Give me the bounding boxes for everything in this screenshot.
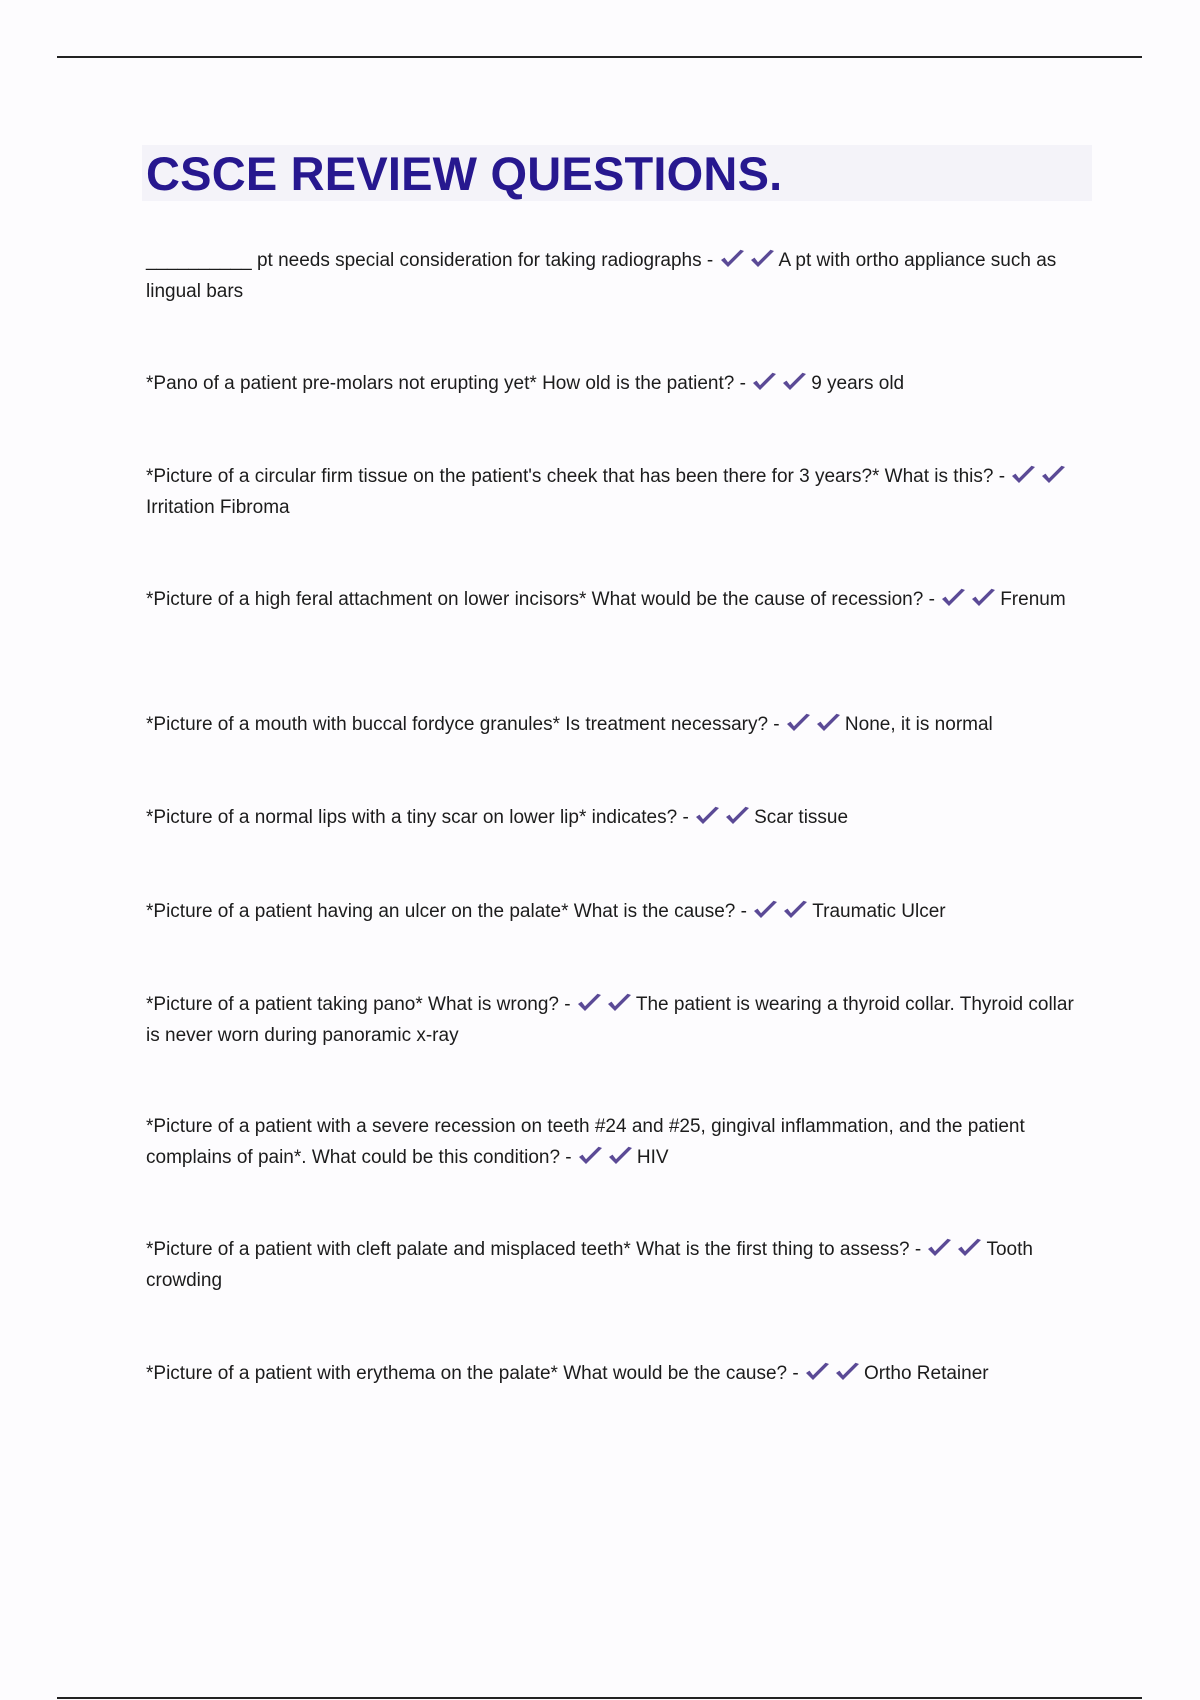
- question-text: *Pano of a patient pre-molars not erupting yet* How old is the patient? -: [146, 373, 752, 394]
- checkmark-icon: [751, 372, 778, 392]
- checkmark-icon: [804, 1362, 831, 1382]
- bottom-rule: [57, 1697, 1142, 1699]
- qa-item: [146, 245, 1091, 307]
- answer-text: The patient is wearing a thyroid collar. Thyroid collar is never worn during panoramic x-ray: [146, 994, 1074, 1046]
- answer-text: A pt with ortho appliance such as lingual bars: [146, 250, 1057, 302]
- qa-item: [146, 1358, 1091, 1389]
- checkmark-icon: [781, 372, 808, 392]
- checkmark-icon: [926, 1238, 953, 1258]
- qa-item: [146, 461, 1091, 523]
- checkmark-icon: [694, 806, 721, 826]
- checkmark-icon: [782, 900, 809, 920]
- question-text: *Picture of a patient with cleft palate and misplaced teeth* What is the first thing to assess? -: [146, 1239, 927, 1260]
- qa-item: [146, 1234, 1091, 1296]
- qa-item: [146, 1111, 1091, 1173]
- question-text: *Picture of a patient with a severe recession on teeth #24 and #25, gingival inflammation, and the patient complains of pain*. What could be this condition? -: [146, 1116, 1025, 1168]
- question-text: __________ pt needs special consideration for taking radiographs -: [146, 250, 719, 271]
- checkmark-icon: [970, 588, 997, 608]
- checkmark-icon: [576, 993, 603, 1013]
- top-rule: [57, 56, 1142, 58]
- checkmark-icon: [752, 900, 779, 920]
- question-text: *Picture of a high feral attachment on lower incisors* What would be the cause of recession? -: [146, 589, 941, 610]
- checkmark-icon: [1010, 465, 1037, 485]
- question-text: *Picture of a circular firm tissue on the patient's cheek that has been there for 3 years?* What is this? -: [146, 466, 1011, 487]
- qa-item: [146, 584, 1091, 615]
- qa-item: [146, 896, 1091, 927]
- qa-item: [146, 368, 1091, 399]
- answer-text: None, it is normal: [844, 714, 993, 735]
- answer-text: HIV: [636, 1147, 669, 1168]
- answer-text: Tooth crowding: [146, 1239, 1033, 1291]
- checkmark-icon: [785, 713, 812, 733]
- question-text: *Picture of a normal lips with a tiny scar on lower lip* indicates? -: [146, 807, 695, 828]
- answer-text: 9 years old: [811, 373, 905, 394]
- checkmark-icon: [577, 1146, 604, 1166]
- answer-text: Scar tissue: [754, 807, 849, 828]
- document-title: CSCE REVIEW QUESTIONS.: [146, 147, 783, 200]
- checkmark-icon: [1040, 465, 1067, 485]
- qa-item: [146, 709, 1091, 740]
- answer-text: Frenum: [1000, 589, 1066, 610]
- checkmark-icon: [719, 249, 746, 269]
- answer-text: Ortho Retainer: [864, 1363, 989, 1384]
- checkmark-icon: [834, 1362, 861, 1382]
- question-text: *Picture of a patient with erythema on the palate* What would be the cause? -: [146, 1363, 804, 1384]
- qa-item: [146, 989, 1091, 1051]
- answer-text: Traumatic Ulcer: [812, 901, 946, 922]
- checkmark-icon: [606, 993, 633, 1013]
- checkmark-icon: [956, 1238, 983, 1258]
- checkmark-icon: [749, 249, 776, 269]
- question-text: *Picture of a patient having an ulcer on the palate* What is the cause? -: [146, 901, 753, 922]
- checkmark-icon: [815, 713, 842, 733]
- qa-item: [146, 802, 1091, 833]
- checkmark-icon: [607, 1146, 634, 1166]
- answer-text: Irritation Fibroma: [146, 497, 290, 518]
- checkmark-icon: [940, 588, 967, 608]
- question-text: *Picture of a patient taking pano* What is wrong? -: [146, 994, 576, 1015]
- checkmark-icon: [724, 806, 751, 826]
- question-text: *Picture of a mouth with buccal fordyce granules* Is treatment necessary? -: [146, 714, 785, 735]
